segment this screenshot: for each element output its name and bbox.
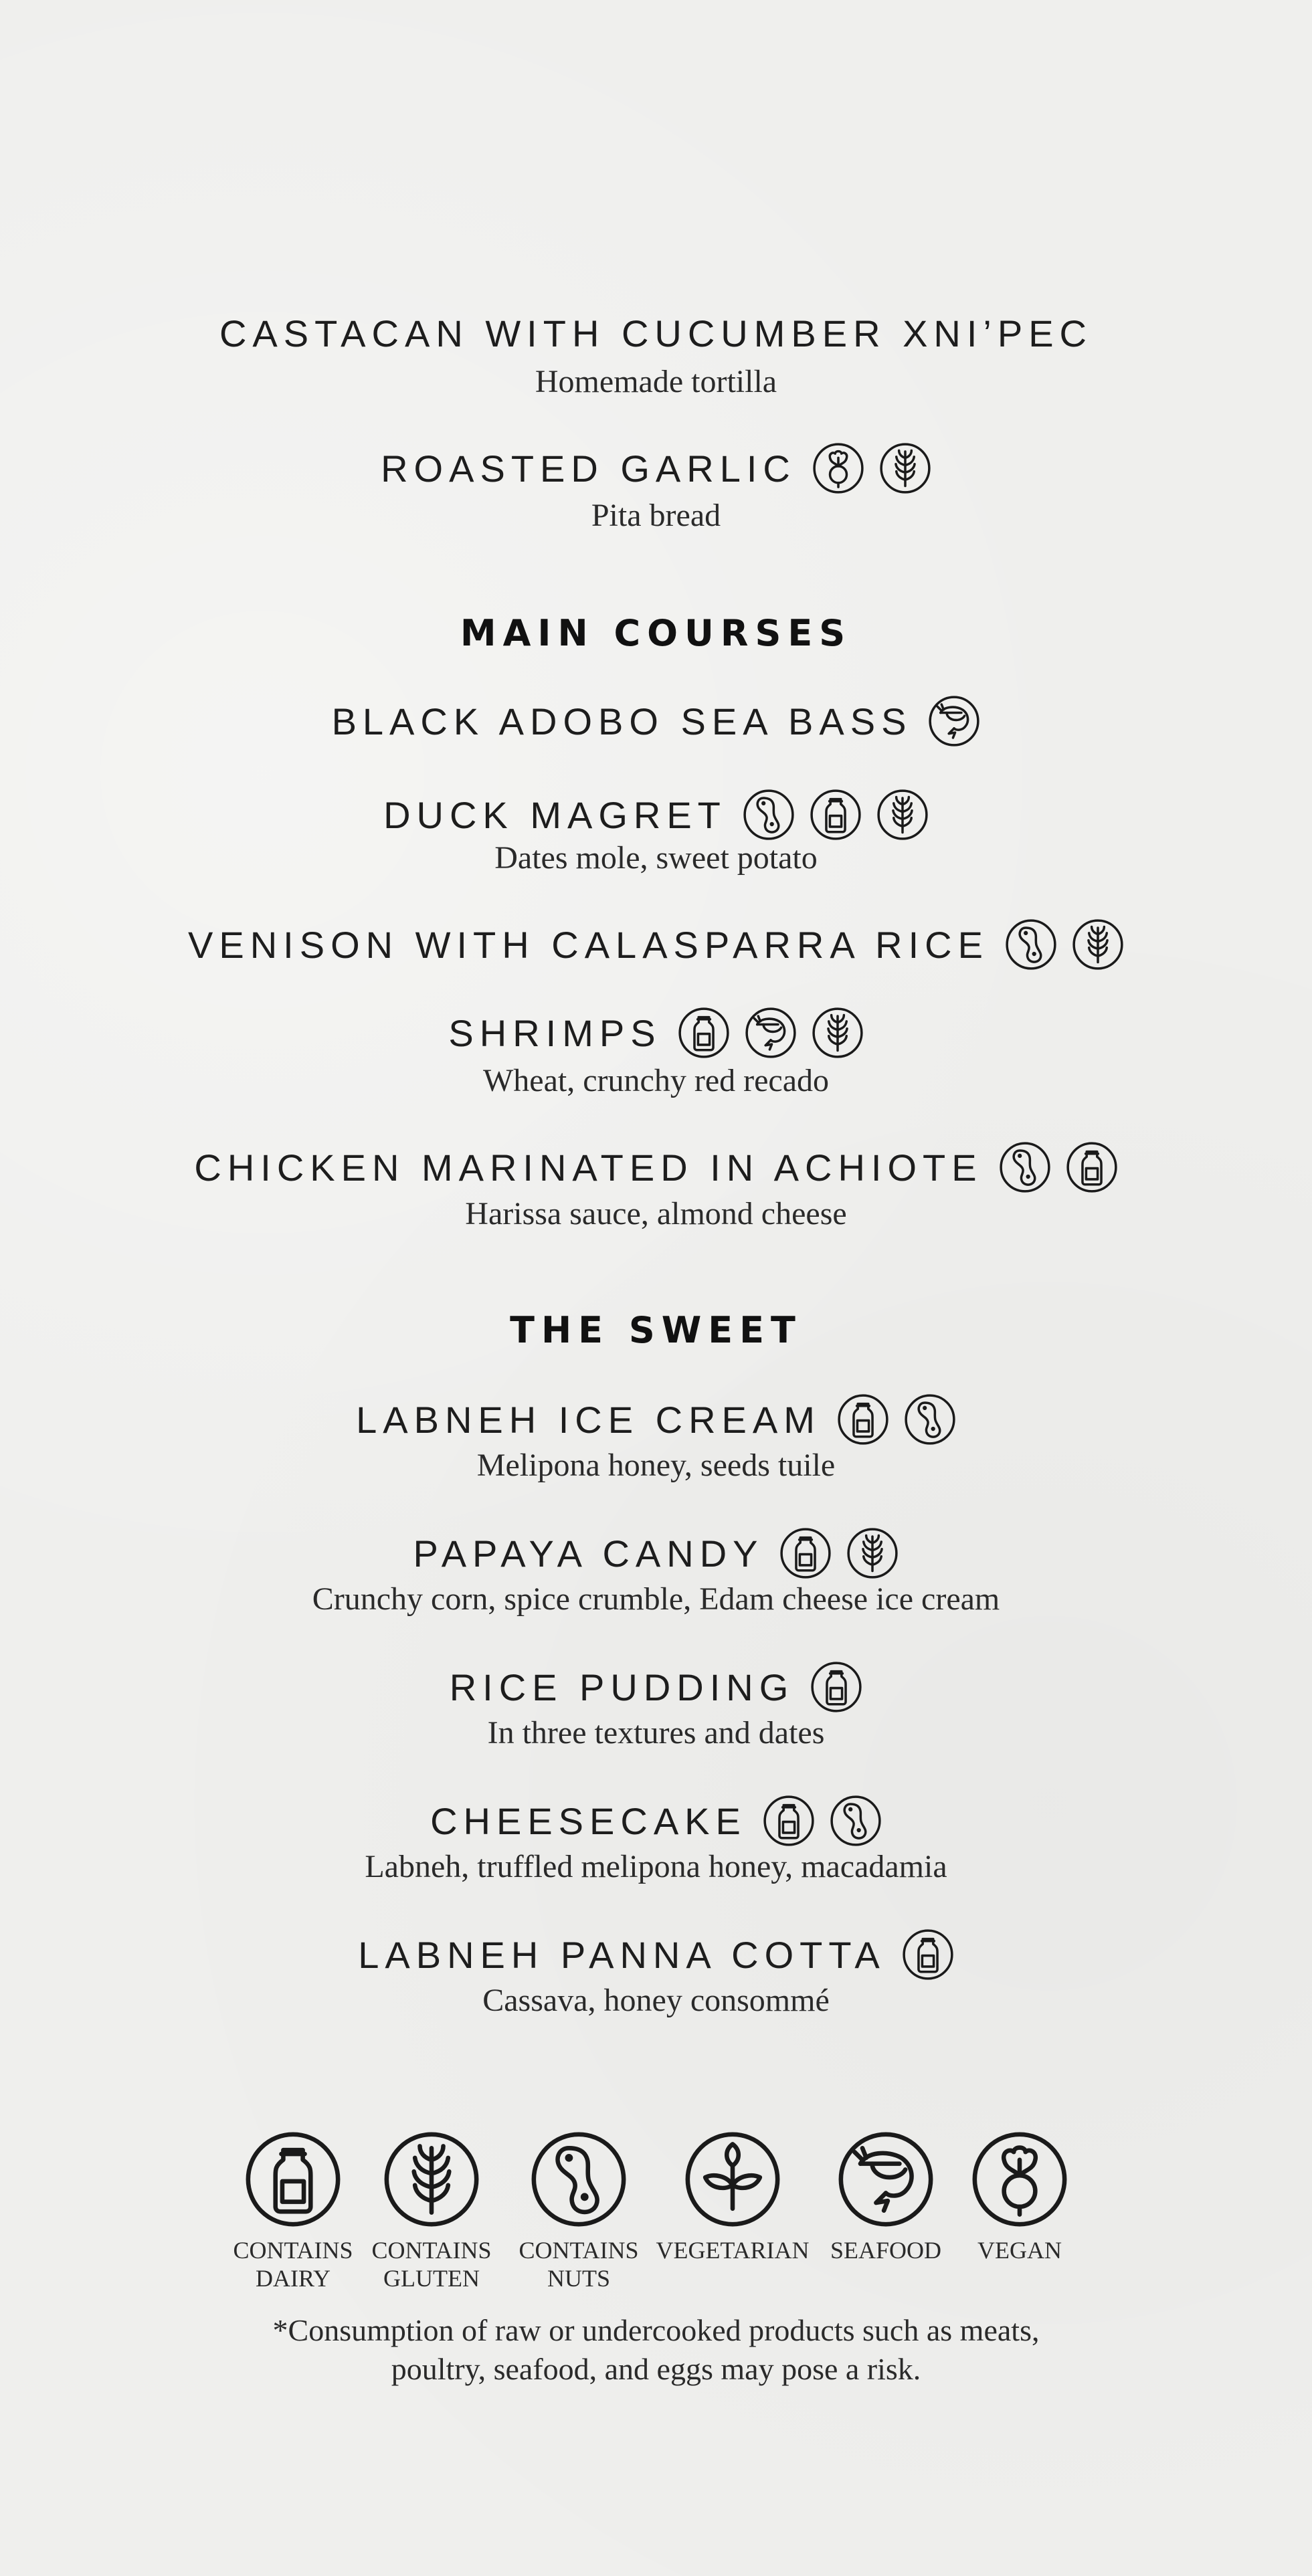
menu-item-desc-row — [0, 1579, 1312, 1619]
dish-title: PAPAYA CANDY — [413, 1532, 764, 1575]
legend-dairy — [216, 2131, 370, 2292]
legend-label: CONTAINS NUTS — [519, 2237, 639, 2292]
allergen-icons — [1005, 918, 1124, 971]
vegetarian-icon — [684, 2131, 781, 2228]
allergen-icons — [810, 1661, 862, 1713]
dish-description: Homemade tortilla — [535, 363, 777, 399]
menu-item — [0, 787, 1312, 843]
menu-item — [0, 916, 1312, 973]
section-heading: THE SWEET — [510, 1308, 802, 1351]
gluten-icon — [879, 442, 931, 494]
dairy-icon — [1066, 1141, 1118, 1193]
dairy-icon — [244, 2131, 342, 2228]
dish-title: CASTACAN WITH CUCUMBER XNI’PEC — [219, 312, 1093, 355]
gluten-icon — [1072, 918, 1124, 971]
legend-label: VEGAN — [977, 2237, 1062, 2264]
legend-seafood — [809, 2131, 963, 2264]
dish-description: Harissa sauce, almond cheese — [465, 1195, 847, 1231]
allergen-icons — [743, 789, 929, 841]
menu-item — [0, 1139, 1312, 1195]
gluten-icon — [846, 1527, 899, 1579]
allergen-icons — [837, 1393, 956, 1446]
seafood-icon — [745, 1007, 797, 1059]
dish-title: ROASTED GARLIC — [381, 447, 796, 490]
dish-title: BLACK ADOBO SEA BASS — [331, 700, 913, 742]
menu-item — [0, 1659, 1312, 1715]
nuts-icon — [530, 2131, 628, 2228]
menu-item-desc-row — [0, 1445, 1312, 1485]
dairy-icon — [902, 1928, 954, 1981]
menu-item — [0, 693, 1312, 749]
legend-vegan — [943, 2131, 1097, 2264]
allergen-icons — [678, 1007, 864, 1059]
dairy-icon — [763, 1795, 815, 1847]
menu-item-desc-row — [0, 495, 1312, 535]
section-heading-row — [0, 607, 1312, 658]
legend-label: CONTAINS DAIRY — [233, 2237, 353, 2292]
section-heading: MAIN COURSES — [460, 611, 852, 654]
menu-item — [0, 1926, 1312, 1983]
dish-title: CHICKEN MARINATED IN ACHIOTE — [194, 1146, 983, 1189]
menu-item — [0, 1391, 1312, 1448]
dish-description: Wheat, crunchy red recado — [482, 1062, 830, 1098]
nuts-icon — [904, 1393, 956, 1446]
legend-nuts — [502, 2131, 656, 2292]
dairy-icon — [810, 789, 862, 841]
dish-description: Dates mole, sweet potato — [494, 839, 818, 876]
dairy-icon — [837, 1393, 889, 1446]
menu-item-desc-row — [0, 837, 1312, 878]
menu-item-desc-row — [0, 1193, 1312, 1233]
legend-label: SEAFOOD — [830, 2237, 942, 2264]
menu-item — [0, 1525, 1312, 1581]
seafood-icon — [928, 695, 980, 747]
seafood-icon — [837, 2131, 935, 2228]
dish-title: VENISON WITH CALASPARRA RICE — [188, 923, 989, 966]
gluten-icon — [812, 1007, 864, 1059]
menu-item — [0, 440, 1312, 496]
menu-item-desc-row — [0, 1980, 1312, 2020]
menu-item-desc-row — [0, 361, 1312, 401]
dish-description: Pita bread — [591, 497, 721, 533]
dish-title: CHEESECAKE — [430, 1799, 747, 1842]
dish-title: SHRIMPS — [448, 1011, 662, 1054]
allergen-icons — [999, 1141, 1118, 1193]
allergen-icons — [763, 1795, 882, 1847]
dish-title: RICE PUDDING — [449, 1666, 795, 1708]
menu-item-desc-row — [0, 1846, 1312, 1886]
nuts-icon — [743, 789, 795, 841]
legend-gluten — [355, 2131, 508, 2292]
gluten-icon — [383, 2131, 480, 2228]
nuts-icon — [830, 1795, 882, 1847]
allergen-icons — [779, 1527, 899, 1579]
dish-description: In three textures and dates — [487, 1714, 825, 1751]
section-heading-row — [0, 1304, 1312, 1355]
menu-item-desc-row — [0, 1060, 1312, 1100]
dish-description: Crunchy corn, spice crumble, Edam cheese ice cream — [312, 1581, 1000, 1617]
menu-item — [0, 1005, 1312, 1061]
dish-description: Cassava, honey consommé — [482, 1982, 830, 2018]
dish-description: Labneh, truffled melipona honey, macadamia — [365, 1848, 947, 1884]
menu-item — [0, 310, 1312, 357]
dish-title: LABNEH ICE CREAM — [356, 1398, 821, 1441]
legend-vegetarian — [656, 2131, 810, 2264]
allergen-icons — [902, 1928, 954, 1981]
vegan-icon — [812, 442, 864, 494]
vegan-icon — [971, 2131, 1068, 2228]
disclaimer-note: *Consumption of raw or undercooked products such as meats, poultry, seafood, and eggs may pose a risk. — [272, 2313, 1040, 2386]
nuts-icon — [999, 1141, 1051, 1193]
allergen-icons — [928, 695, 980, 747]
nuts-icon — [1005, 918, 1057, 971]
dairy-icon — [810, 1661, 862, 1713]
dish-title: LABNEH PANNA COTTA — [358, 1933, 886, 1976]
dish-description: Melipona honey, seeds tuile — [476, 1447, 836, 1483]
dairy-icon — [779, 1527, 832, 1579]
gluten-icon — [876, 789, 929, 841]
menu-item — [0, 1793, 1312, 1849]
allergen-icons — [812, 442, 931, 494]
menu-item-desc-row — [0, 1712, 1312, 1753]
dish-title: DUCK MAGRET — [383, 793, 727, 836]
dairy-icon — [678, 1007, 730, 1059]
legend-label: CONTAINS GLUTEN — [371, 2237, 492, 2292]
legend-label: VEGETARIAN — [656, 2237, 810, 2264]
